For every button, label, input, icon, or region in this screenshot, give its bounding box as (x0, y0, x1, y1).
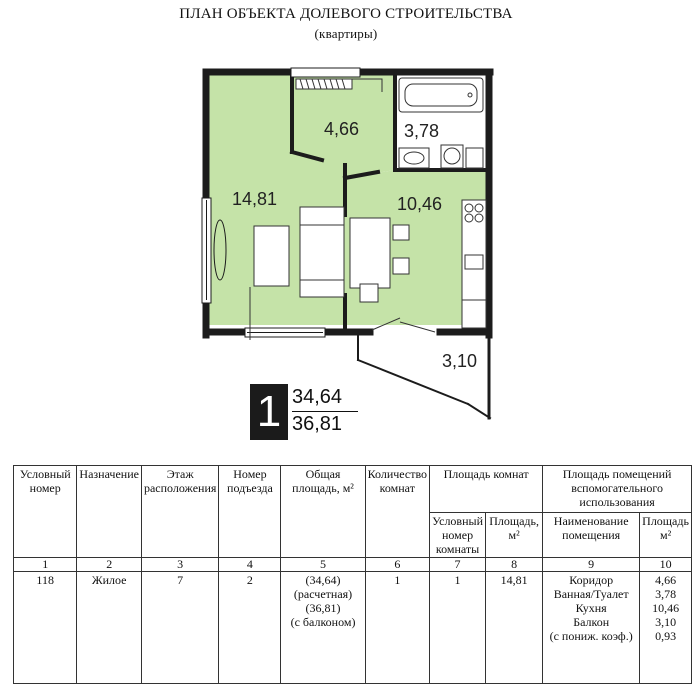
hdr-purpose: Назначение (77, 466, 142, 558)
hdr-room-area: Площадь, м² (486, 513, 543, 558)
hdr-floor: Этаж расположения (141, 466, 218, 558)
hdr-total-area: Общая площадь, м² (281, 466, 365, 558)
total-area-line: (расчетная) (293, 587, 353, 601)
apartment-info-table (13, 465, 692, 684)
kitchen-area-label: 10,46 (397, 194, 443, 214)
col-number: 3 (141, 558, 218, 572)
aux-value: 3,10 (655, 615, 677, 629)
cell-room-cond-number: 1 (430, 572, 486, 684)
total-area-line: (с балконом) (290, 615, 356, 629)
hdr-room-cond-number: Условный номер комнаты (430, 513, 486, 558)
badge-divider (292, 411, 358, 412)
living-area-label: 14,81 (232, 189, 278, 209)
col-number: 5 (281, 558, 365, 572)
corridor-area-label: 4,66 (324, 119, 360, 139)
hdr-entrance: Номер подъезда (219, 466, 281, 558)
hdr-rooms-area: Площадь комнат (430, 466, 543, 513)
balcony-fill (358, 338, 486, 408)
hdr-aux-name: Наименование помещения (543, 513, 640, 558)
col-number: 8 (486, 558, 543, 572)
aux-value: 4,66 (655, 573, 677, 587)
cell-aux-names (543, 572, 640, 684)
col-number: 7 (430, 558, 486, 572)
cell-entrance: 2 (219, 572, 281, 684)
hdr-cond-number: Условный номер (14, 466, 77, 558)
aux-value: 0,93 (655, 629, 677, 643)
aux-value: 10,46 (652, 601, 680, 615)
aux-name: Ванная/Туалет (553, 587, 629, 601)
col-number: 4 (219, 558, 281, 572)
hdr-rooms-count: Количество комнат (365, 466, 429, 558)
window-top (291, 68, 360, 77)
col-number: 6 (365, 558, 429, 572)
col-number: 9 (543, 558, 640, 572)
aux-name: (с пониж. коэф.) (549, 629, 633, 643)
area-with-balcony: 36,81 (292, 413, 343, 435)
col-number: 10 (640, 558, 692, 572)
cell-room-area: 14,81 (486, 572, 543, 684)
col-number: 1 (14, 558, 77, 572)
total-area-line: (36,81) (305, 601, 341, 615)
page-title: ПЛАН ОБЪЕКТА ДОЛЕВОГО СТРОИТЕЛЬСТВА (179, 6, 513, 22)
balcony-area-label: 3,10 (442, 351, 478, 371)
cell-rooms-count: 1 (365, 572, 429, 684)
page-subtitle: (квартиры) (314, 26, 378, 41)
cell-cond-number: 118 (14, 572, 77, 684)
aux-name: Кухня (575, 601, 607, 615)
cell-total-area (281, 572, 365, 684)
rooms-count-badge: 1 (250, 384, 288, 440)
bath-area-label: 3,78 (404, 121, 440, 141)
col-number: 2 (77, 558, 142, 572)
aux-name: Балкон (573, 615, 610, 629)
total-area-line: (34,64) (305, 573, 341, 587)
area-calculated: 34,64 (292, 386, 343, 408)
hdr-aux-value: Площадь м² (640, 513, 692, 558)
apartment-badge (250, 384, 360, 440)
cell-floor: 7 (141, 572, 218, 684)
cell-purpose: Жилое (77, 572, 142, 684)
cell-aux-values (640, 572, 692, 684)
aux-name: Коридор (569, 573, 614, 587)
hdr-aux-area: Площадь помещений вспомогательного использования (543, 466, 692, 513)
aux-value: 3,78 (655, 587, 677, 601)
